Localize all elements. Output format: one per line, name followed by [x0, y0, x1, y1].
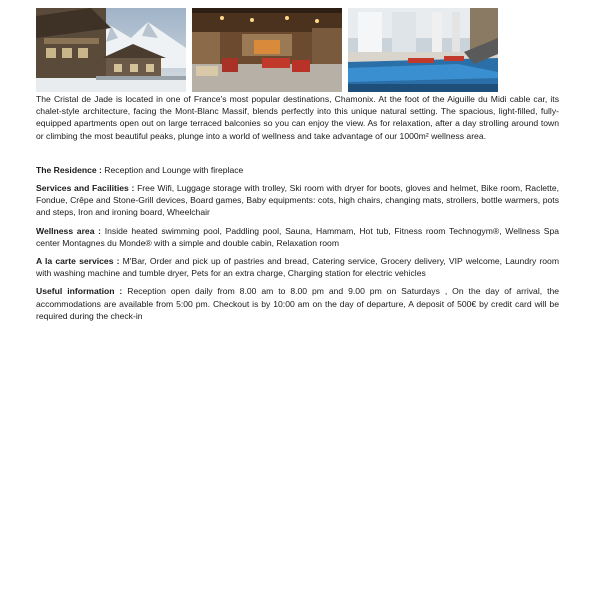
- services-text: Free Wifi, Luggage storage with trolley, Ski room with dryer for boots, gloves and helmet, Bike room, Raclette, Fondue, Crêpe and Stone-Grill devices, Board games, Baby equipments: cots, high chairs, changing mats, strollers, bottle warmers, pots and steps, Iron and ironing board, Wheelchair: [36, 183, 560, 218]
- chalet-exterior-photo: [36, 8, 186, 92]
- carte-label: A la carte services :: [36, 256, 120, 267]
- lounge-fireplace-photo: [192, 8, 342, 92]
- services-label: Services and Facilities :: [36, 183, 135, 194]
- info-section: [36, 285, 559, 322]
- residence-section: [36, 164, 559, 176]
- residence-text: Reception and Lounge with fireplace: [104, 164, 244, 175]
- info-label: Useful information :: [36, 286, 123, 297]
- document-body: [36, 93, 559, 328]
- carte-text: M'Bar, Order and pick up of pastries and bread, Catering service, Grocery delivery, VIP welcome, Laundry room with washing machine and tumble dryer, Pets for an extra charge, Charging station for electric vehicles: [36, 256, 559, 279]
- intro-paragraph: The Cristal de Jade is located in one of France's most popular destinations, Chamonix. At the foot of the Aiguille du Midi cable car, its chalet-style architecture, facing the Mont-Blanc Massif, blends perfectly into this unique natural setting. The spacious, light-filled, fully-equipped apartments open out on large terraced balconies so you can enjoy the view. As for relaxation, after a day strolling around town or climbing the most beautiful peaks, plunge into a world of wellness and take advantage of our 1000m² wellness area.: [36, 94, 559, 141]
- wellness-section: [36, 225, 559, 249]
- carte-section: [36, 255, 559, 279]
- wellness-label: Wellness area :: [36, 225, 102, 236]
- services-section: [36, 182, 559, 219]
- wellness-text: Inside heated swimming pool, Paddling pool, Sauna, Hammam, Hot tub, Fitness room Technogym®, Wellness Spa center Montagnes du Monde® with a simple and double cabin, Relaxation room: [36, 225, 560, 248]
- info-text: Reception open daily from 8.00 am to 8.00 pm and 9.00 pm on Saturdays , On the day of arrival, the accommodations are available from 5:00 pm. Checkout is by 10:00 am on the day of departure, A deposit of 500€ by credit card will be required during the check-in: [36, 286, 560, 321]
- residence-label: The Residence :: [36, 164, 102, 175]
- indoor-pool-photo: [348, 8, 498, 92]
